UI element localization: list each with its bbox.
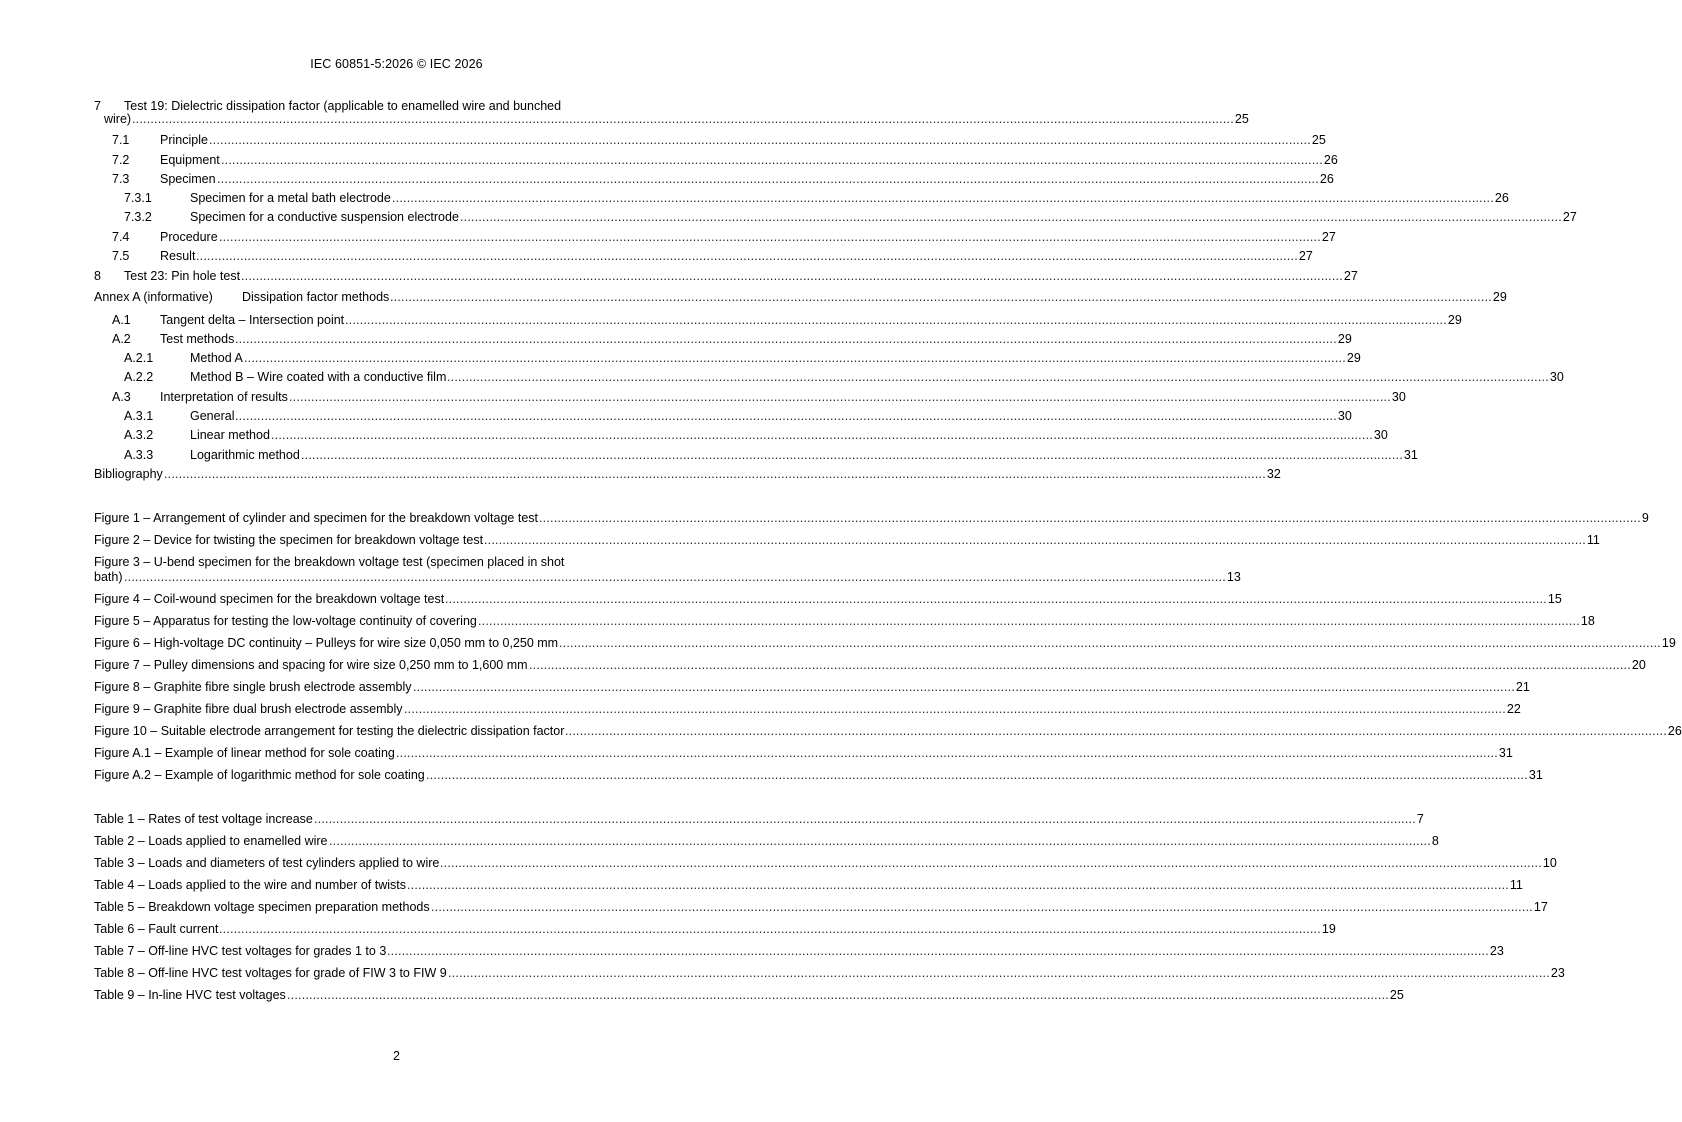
entry-page: 11 — [1586, 533, 1600, 547]
entry-number: 8 — [94, 269, 101, 283]
leader-dots: ............................................................................................................................................................................................................................................................................................................ — [244, 351, 1346, 365]
toc-entry[interactable] — [94, 722, 1682, 740]
entry-title: Figure 10 – Suitable electrode arrangement for testing the dielectric dissipation factor — [94, 724, 565, 738]
leader-dots: ............................................................................................................................................................................................................................................................................................................ — [345, 313, 1447, 327]
toc-entry[interactable] — [94, 267, 1358, 285]
entry-number: A.3.1 — [124, 409, 154, 423]
entry-page: 27 — [1343, 269, 1358, 283]
leader-dots: ............................................................................................................................................................................................................................................................................................................ — [164, 467, 1266, 481]
dot-leader — [164, 465, 1281, 483]
toc-entry[interactable] — [94, 964, 1565, 982]
entry-title: Specimen for a metal bath electrode — [190, 191, 391, 205]
toc-entry[interactable] — [94, 465, 1281, 483]
entry-page: 31 — [1528, 768, 1543, 782]
entry-page: 15 — [1547, 592, 1562, 606]
entry-page: 26 — [1323, 153, 1338, 167]
entry-page: 30 — [1373, 428, 1388, 442]
entry-page: 7 — [1416, 812, 1424, 826]
leader-dots: ............................................................................................................................................................................................................................................................................................................ — [445, 592, 1547, 606]
leader-dots: ............................................................................................................................................................................................................................................................................................................ — [426, 768, 1528, 782]
dot-leader — [219, 920, 1336, 938]
leader-dots: ............................................................................................................................................................................................................................................................................................................ — [301, 448, 1403, 462]
entry-title: Table 9 – In-line HVC test voltages — [94, 988, 286, 1002]
entry-number: A.3.2 — [124, 428, 154, 442]
dot-leader — [407, 876, 1523, 894]
entry-title: Result — [160, 249, 196, 263]
toc-entry[interactable] — [94, 189, 1509, 207]
page-number: 2 — [393, 1049, 400, 1063]
entry-title: Logarithmic method — [190, 448, 300, 462]
entry-page: 30 — [1337, 409, 1352, 423]
toc-entry[interactable] — [94, 876, 1523, 894]
entry-page: 18 — [1580, 614, 1595, 628]
toc-entry[interactable] — [94, 766, 1543, 784]
leader-dots: ............................................................................................................................................................................................................................................................................................................ — [217, 172, 1319, 186]
entry-title: Table 1 – Rates of test voltage increase — [94, 812, 313, 826]
entry-page: 20 — [1631, 658, 1646, 672]
entry-page: 23 — [1489, 944, 1504, 958]
leader-dots: ............................................................................................................................................................................................................................................................................................................ — [559, 636, 1661, 650]
entry-title: Method A — [190, 351, 243, 365]
toc-entry[interactable] — [94, 854, 1557, 872]
leader-dots: ............................................................................................................................................................................................................................................................................................................ — [235, 332, 1337, 346]
entry-title: Figure 8 – Graphite fibre single brush electrode assembly — [94, 680, 412, 694]
entry-page: 25 — [1389, 988, 1404, 1002]
dot-leader — [445, 590, 1562, 608]
leader-dots: ............................................................................................................................................................................................................................................................................................................ — [271, 428, 1373, 442]
leader-dots: ............................................................................................................................................................................................................................................................................................................ — [539, 511, 1641, 525]
entry-title: Tangent delta – Intersection point — [160, 313, 345, 327]
entry-page: 10 — [1542, 856, 1557, 870]
entry-title: Figure 2 – Device for twisting the specimen for breakdown voltage test — [94, 533, 484, 547]
dot-leader — [447, 368, 1564, 386]
toc-entry[interactable] — [94, 509, 1649, 527]
toc-entry[interactable] — [94, 170, 1334, 188]
entry-title: Principle — [160, 133, 208, 147]
entry-page: 27 — [1562, 210, 1577, 224]
leader-dots: ............................................................................................................................................................................................................................................................................................................ — [392, 191, 1494, 205]
entry-title: Interpretation of results — [160, 390, 288, 404]
leader-dots: ............................................................................................................................................................................................................................................................................................................ — [287, 988, 1389, 1002]
toc-entry[interactable] — [94, 590, 1562, 608]
entry-number: A.2.2 — [124, 370, 154, 384]
entry-title: Figure 6 – High-voltage DC continuity – Pulleys for wire size 0,050 mm to 0,250 mm — [94, 636, 559, 650]
toc-entry[interactable] — [94, 349, 1361, 367]
leader-dots: ............................................................................................................................................................................................................................................................................................................ — [221, 153, 1323, 167]
toc-entry[interactable] — [94, 388, 1406, 406]
leader-dots: ............................................................................................................................................................................................................................................................................................................ — [478, 614, 1580, 628]
dot-leader — [221, 151, 1338, 169]
toc-entry[interactable] — [94, 228, 1336, 246]
entry-title: Table 2 – Loads applied to enamelled wire — [94, 834, 328, 848]
dot-leader — [529, 656, 1646, 674]
toc-entry[interactable] — [94, 311, 1462, 329]
entry-page: 27 — [1321, 230, 1336, 244]
entry-number: A.1 — [112, 313, 131, 327]
entry-page: 13 — [1226, 570, 1241, 584]
leader-dots: ............................................................................................................................................................................................................................................................................................................ — [196, 249, 1298, 263]
entry-page: 29 — [1492, 290, 1507, 304]
entry-number: 7.3 — [112, 172, 130, 186]
toc-entry[interactable] — [94, 898, 1548, 916]
leader-dots: ............................................................................................................................................................................................................................................................................................................ — [407, 878, 1509, 892]
dot-leader — [301, 446, 1418, 464]
dot-leader — [392, 189, 1509, 207]
entry-title: Dissipation factor methods — [242, 290, 390, 304]
entry-title: Linear method — [190, 428, 270, 442]
dot-leader — [217, 170, 1334, 188]
leader-dots: ............................................................................................................................................................................................................................................................................................................ — [529, 658, 1631, 672]
entry-page: 29 — [1346, 351, 1361, 365]
dot-leader — [413, 678, 1530, 696]
leader-dots: ............................................................................................................................................................................................................................................................................................................ — [329, 834, 1431, 848]
dot-leader — [132, 110, 1249, 128]
toc-entry[interactable] — [94, 407, 1352, 425]
toc-entry[interactable] — [94, 810, 1424, 828]
entry-page: 26 — [1667, 724, 1682, 738]
leader-dots: ............................................................................................................................................................................................................................................................................................................ — [447, 370, 1549, 384]
entry-title: Figure 9 – Graphite fibre dual brush electrode assembly — [94, 702, 403, 716]
entry-number: 7.1 — [112, 133, 130, 147]
entry-page: 19 — [1321, 922, 1336, 936]
dot-leader — [235, 330, 1352, 348]
entry-title: wire) — [104, 112, 132, 126]
leader-dots: ............................................................................................................................................................................................................................................................................................................ — [289, 390, 1391, 404]
toc-entry[interactable] — [94, 612, 1595, 630]
entry-page: 25 — [1311, 133, 1326, 147]
entry-title: Bibliography — [94, 467, 163, 481]
dot-leader — [289, 388, 1406, 406]
entry-number: 7.3.1 — [124, 191, 152, 205]
entry-page: 11 — [1509, 878, 1523, 892]
leader-dots: ............................................................................................................................................................................................................................................................................................................ — [124, 570, 1226, 584]
entry-page: 30 — [1549, 370, 1564, 384]
toc-entry[interactable] — [94, 368, 1564, 386]
entry-title: Figure 4 – Coil-wound specimen for the breakdown voltage test — [94, 592, 445, 606]
toc-entry[interactable] — [94, 568, 1241, 586]
dot-leader — [565, 722, 1682, 740]
entry-title: Test methods — [160, 332, 235, 346]
leader-dots: ............................................................................................................................................................................................................................................................................................................ — [431, 900, 1533, 914]
entry-page: 22 — [1506, 702, 1521, 716]
leader-dots: ............................................................................................................................................................................................................................................................................................................ — [565, 724, 1667, 738]
entry-page: 27 — [1298, 249, 1313, 263]
entry-title-line: Test 19: Dielectric dissipation factor (applicable to enamelled wire and bunched — [124, 99, 562, 113]
leader-dots: ............................................................................................................................................................................................................................................................................................................ — [404, 702, 1506, 716]
dot-leader — [440, 854, 1557, 872]
entry-title: Table 6 – Fault current — [94, 922, 219, 936]
entry-number: 7.2 — [112, 153, 130, 167]
entry-title: Table 5 – Breakdown voltage specimen preparation methods — [94, 900, 430, 914]
toc-entry[interactable] — [94, 920, 1336, 938]
leader-dots: ............................................................................................................................................................................................................................................................................................................ — [448, 966, 1550, 980]
dot-leader — [390, 288, 1507, 306]
dot-leader — [287, 986, 1404, 1004]
toc-entry[interactable] — [94, 426, 1388, 444]
toc-entry[interactable] — [94, 678, 1530, 696]
leader-dots: ............................................................................................................................................................................................................................................................................................................ — [219, 230, 1321, 244]
leader-dots: ............................................................................................................................................................................................................................................................................................................ — [387, 944, 1489, 958]
dot-leader — [396, 744, 1513, 762]
dot-leader — [448, 964, 1565, 982]
entry-number: A.3 — [112, 390, 131, 404]
entry-page: 29 — [1337, 332, 1352, 346]
leader-dots: ............................................................................................................................................................................................................................................................................................................ — [241, 269, 1343, 283]
entry-page: 31 — [1498, 746, 1513, 760]
dot-leader — [478, 612, 1595, 630]
toc-entry[interactable] — [94, 656, 1646, 674]
entry-title: Figure 1 – Arrangement of cylinder and specimen for the breakdown voltage test — [94, 511, 539, 525]
entry-page: 25 — [1234, 112, 1249, 126]
dot-leader — [271, 426, 1388, 444]
dot-leader — [387, 942, 1504, 960]
entry-page: 19 — [1661, 636, 1676, 650]
toc-entry[interactable] — [94, 288, 1507, 306]
entry-title: bath) — [94, 570, 123, 584]
entry-title: Specimen — [160, 172, 216, 186]
toc-entry[interactable] — [94, 531, 1600, 549]
entry-title: Test 23: Pin hole test — [124, 269, 241, 283]
entry-title: Figure A.1 – Example of linear method for sole coating — [94, 746, 395, 760]
entry-number: 7.4 — [112, 230, 130, 244]
dot-leader — [196, 247, 1313, 265]
dot-leader — [559, 634, 1676, 652]
dot-leader — [209, 131, 1326, 149]
entry-title: Figure A.2 – Example of logarithmic method for sole coating — [94, 768, 425, 782]
entry-page: 9 — [1641, 511, 1649, 525]
leader-dots: ............................................................................................................................................................................................................................................................................................................ — [209, 133, 1311, 147]
dot-leader — [426, 766, 1543, 784]
dot-leader — [539, 509, 1649, 527]
toc-entry[interactable] — [94, 744, 1513, 762]
leader-dots: ............................................................................................................................................................................................................................................................................................................ — [219, 922, 1321, 936]
entry-page: 29 — [1447, 313, 1462, 327]
entry-number: A.3.3 — [124, 448, 154, 462]
entry-page: 26 — [1319, 172, 1334, 186]
toc-entry[interactable] — [94, 151, 1338, 169]
entry-page: 26 — [1494, 191, 1509, 205]
dot-leader — [124, 568, 1241, 586]
entry-title: Equipment — [160, 153, 220, 167]
toc-entry[interactable] — [94, 247, 1313, 265]
entry-number: A.2.1 — [124, 351, 154, 365]
entry-title-line: Figure 3 – U-bend specimen for the breakdown voltage test (specimen placed in shot — [94, 555, 565, 569]
entry-page: 31 — [1403, 448, 1418, 462]
entry-number: 7 — [94, 99, 101, 113]
dot-leader — [219, 228, 1336, 246]
toc-entry[interactable] — [94, 832, 1439, 850]
entry-number: 7.3.2 — [124, 210, 152, 224]
entry-number: Annex A (informative) — [94, 290, 213, 304]
entry-page: 23 — [1550, 966, 1565, 980]
entry-title: Table 4 – Loads applied to the wire and number of twists — [94, 878, 406, 892]
entry-number: A.2 — [112, 332, 131, 346]
leader-dots: ............................................................................................................................................................................................................................................................................................................ — [413, 680, 1515, 694]
entry-title: Figure 5 – Apparatus for testing the low-voltage continuity of covering — [94, 614, 477, 628]
leader-dots: ............................................................................................................................................................................................................................................................................................................ — [390, 290, 1492, 304]
dot-leader — [460, 208, 1577, 226]
entry-page: 30 — [1391, 390, 1406, 404]
toc-entry[interactable] — [94, 330, 1352, 348]
entry-page: 8 — [1431, 834, 1439, 848]
entry-title: Procedure — [160, 230, 218, 244]
dot-leader — [314, 810, 1424, 828]
toc-entry[interactable] — [94, 634, 1676, 652]
entry-page: 21 — [1515, 680, 1530, 694]
page-header: IEC 60851-5:2026 © IEC 2026 — [310, 57, 483, 71]
dot-leader — [484, 531, 1600, 549]
toc-entry[interactable] — [94, 942, 1504, 960]
dot-leader — [345, 311, 1462, 329]
dot-leader — [404, 700, 1521, 718]
toc-entry[interactable] — [94, 131, 1326, 149]
entry-page: 32 — [1266, 467, 1281, 481]
leader-dots: ............................................................................................................................................................................................................................................................................................................ — [314, 812, 1416, 826]
entry-title: Method B – Wire coated with a conductive film — [190, 370, 447, 384]
leader-dots: ............................................................................................................................................................................................................................................................................................................ — [440, 856, 1542, 870]
entry-title: Table 3 – Loads and diameters of test cylinders applied to wire — [94, 856, 440, 870]
toc-entry[interactable] — [94, 208, 1577, 226]
leader-dots: ............................................................................................................................................................................................................................................................................................................ — [132, 112, 1234, 126]
entry-title: Table 7 – Off-line HVC test voltages for grades 1 to 3 — [94, 944, 387, 958]
leader-dots: ............................................................................................................................................................................................................................................................................................................ — [484, 533, 1586, 547]
dot-leader — [241, 267, 1358, 285]
toc-entry[interactable] — [94, 446, 1418, 464]
toc-entry[interactable] — [94, 986, 1404, 1004]
entry-page: 17 — [1533, 900, 1548, 914]
entry-title: Specimen for a conductive suspension electrode — [190, 210, 459, 224]
dot-leader — [431, 898, 1548, 916]
entry-title: Table 8 – Off-line HVC test voltages for grade of FIW 3 to FIW 9 — [94, 966, 447, 980]
leader-dots: ............................................................................................................................................................................................................................................................................................................ — [460, 210, 1562, 224]
dot-leader — [329, 832, 1439, 850]
dot-leader — [244, 349, 1361, 367]
entry-title: Figure 7 – Pulley dimensions and spacing for wire size 0,250 mm to 1,600 mm — [94, 658, 528, 672]
leader-dots: ............................................................................................................................................................................................................................................................................................................ — [235, 409, 1337, 423]
entry-title: General — [190, 409, 235, 423]
toc-entry[interactable] — [94, 110, 1249, 128]
leader-dots: ............................................................................................................................................................................................................................................................................................................ — [396, 746, 1498, 760]
toc-entry[interactable] — [94, 700, 1521, 718]
dot-leader — [235, 407, 1352, 425]
entry-number: 7.5 — [112, 249, 130, 263]
